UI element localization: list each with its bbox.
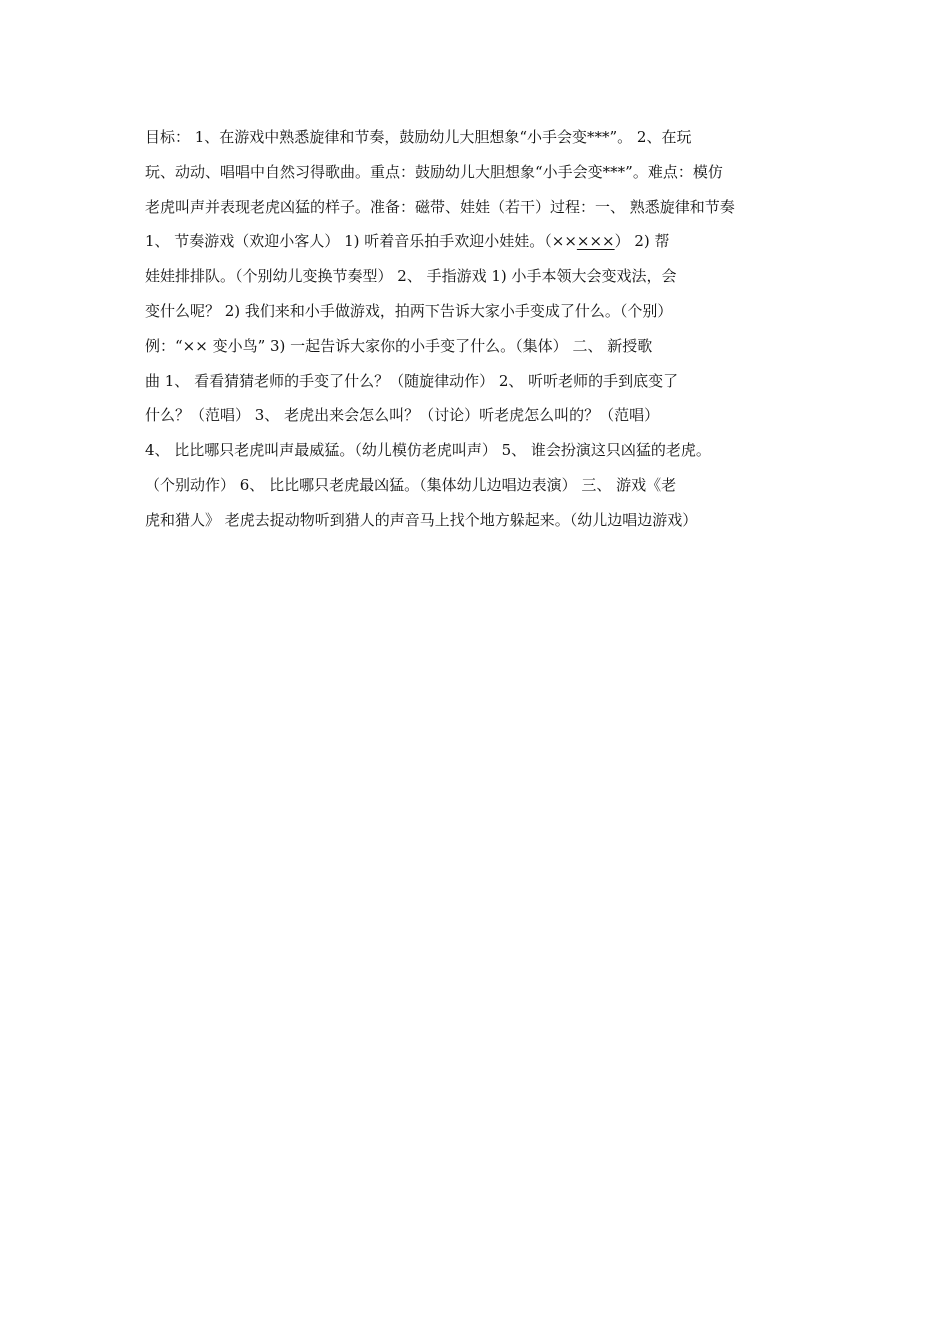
text-line-6: 变什么呢？ 2) 我们来和小手做游戏，拍两下告诉大家小手变成了什么。（个别）	[145, 301, 673, 320]
text-line-9: 什么？（范唱） 3、 老虎出来会怎么叫？（讨论）听老虎怎么叫的？（范唱）	[145, 406, 660, 425]
text-line-4	[145, 224, 815, 259]
text-line-11: （个别动作） 6、 比比哪只老虎最凶猛。（集体幼儿边唱边表演） 三、 游戏《老	[145, 475, 677, 494]
lesson-plan-text	[145, 120, 815, 538]
text-line-1: 目标： 1、在游戏中熟悉旋律和节奏，鼓励幼儿大胆想象“小手会变***”。 2、在玩	[145, 128, 692, 146]
text-line-7: 例：“×× 变小鸟” 3) 一起告诉大家你的小手变了什么。（集体） 二、 新授歌	[145, 336, 653, 355]
text-line-3: 老虎叫声并表现老虎凶猛的样子。准备：磁带、娃娃（若干）过程：一、 熟悉旋律和节奏	[145, 197, 735, 216]
text-line-2: 玩、动动、唱唱中自然习得歌曲。重点：鼓励幼儿大胆想象“小手会变***”。难点：模仿	[145, 162, 723, 181]
text-line-10: 4、 比比哪只老虎叫声最威猛。（幼儿模仿老虎叫声） 5、 谁会扮演这只凶猛的老虎。	[145, 441, 711, 460]
text-line-4-underlined: ×××	[576, 232, 615, 251]
text-line-4-before: 1、 节奏游戏（欢迎小客人） 1) 听着音乐拍手欢迎小娃娃。（××	[145, 232, 577, 251]
text-line-5: 娃娃排排队。（个别幼儿变换节奏型） 2、 手指游戏 1) 小手本领大会变戏法，会	[145, 267, 677, 286]
text-line-12: 虎和猎人》 老虎去捉动物听到猎人的声音马上找个地方躲起来。（幼儿边唱边游戏）	[145, 510, 698, 529]
text-line-4-after: ） 2) 帮	[614, 232, 670, 251]
text-line-8: 曲 1、 看看猜猜老师的手变了什么？（随旋律动作） 2、 听听老师的手到底变了	[145, 371, 679, 390]
